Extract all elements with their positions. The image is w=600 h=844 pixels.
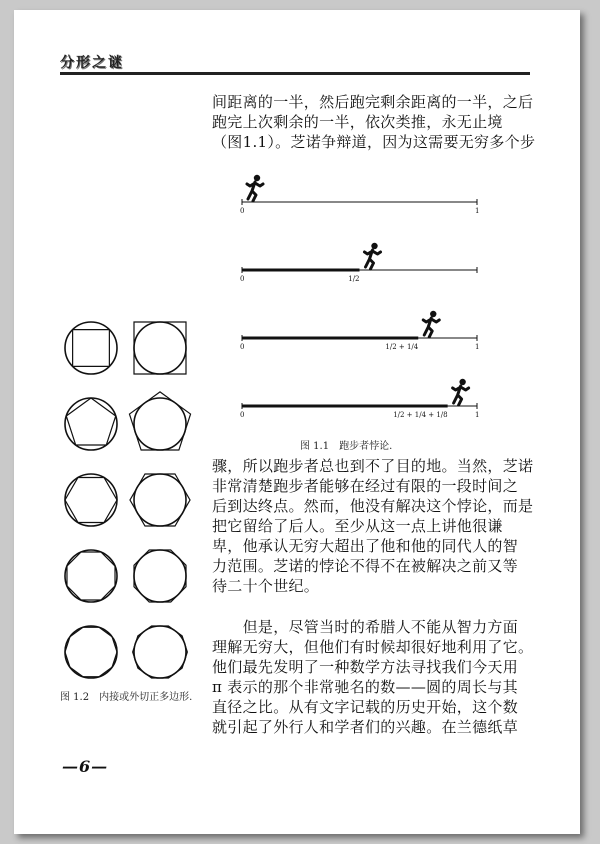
text-line: 力范围。芝诺的悖论不得不在被解决之前又等 — [212, 557, 519, 575]
circle-shape — [65, 474, 117, 526]
circumscribed-polygon-diagram — [134, 550, 186, 602]
runner-track — [240, 311, 479, 351]
running-person-icon — [453, 379, 469, 405]
polygon-shape — [65, 627, 117, 676]
page-number: —6— — [62, 757, 109, 776]
circumscribed-polygon-diagram — [134, 322, 186, 374]
text-line: 把它留给了后人。至少从这一点上讲他很谦 — [212, 517, 503, 535]
text-line: （图1.1）。芝诺争辩道，因为这需要无穷多个步 — [212, 133, 536, 151]
polygon-shape — [133, 626, 188, 678]
inscribed-polygon-diagram — [65, 550, 117, 602]
text-line: 他们最先发明了一种数学方法寻找我们今天用 — [212, 658, 519, 676]
paragraph-2 — [212, 456, 542, 596]
distance-label: 1/2 — [348, 275, 360, 283]
text-line: 直径之比。从有文字记载的历史开始，这个数 — [212, 698, 519, 716]
inscribed-polygon-diagram — [65, 398, 117, 450]
text-line: 非常清楚跑步者能够在经过有限的一段时间之 — [212, 477, 519, 495]
circle-shape — [65, 550, 117, 602]
runner-track — [240, 175, 479, 215]
circle-shape — [65, 626, 117, 678]
polygon-shape — [129, 392, 190, 450]
text-line: 卑，他承认无穷大超出了他和他的同代人的智 — [212, 537, 519, 555]
text-line: 但是，尽管当时的希腊人不能从智力方面 — [212, 618, 519, 636]
distance-label: 1/2 + 1/4 — [385, 343, 419, 351]
inscribed-polygon-diagram — [65, 474, 117, 526]
circle-shape — [134, 322, 186, 374]
circumscribed-polygon-diagram — [129, 392, 190, 450]
polygon-shape — [65, 477, 117, 522]
tick-label-end: 1 — [475, 207, 480, 215]
polygon-shape — [134, 550, 186, 602]
figure-1-2-caption: 图 1.2 内接或外切正多边形. — [60, 692, 193, 703]
inscribed-polygon-diagram — [65, 322, 117, 374]
text-line: 后到达终点。然而，他没有解决这个悖论，而是 — [212, 497, 534, 515]
text-line: 骤，所以跑步者总也到不了目的地。当然，芝诺 — [212, 457, 534, 475]
runner-track — [240, 243, 477, 283]
polygon-shape — [73, 330, 110, 367]
text-line: π 表示的那个非常驰名的数——圆的周长与其 — [212, 678, 518, 696]
distance-label: 1/2 + 1/4 + 1/8 — [393, 411, 448, 419]
paragraph-1 — [212, 92, 542, 152]
tick-label-start: 0 — [240, 207, 245, 215]
header-rule — [60, 72, 530, 75]
polygon-figure — [58, 318, 198, 688]
circumscribed-polygon-diagram — [130, 474, 190, 526]
tick-label-start: 0 — [240, 275, 245, 283]
tick-label-start: 0 — [240, 343, 245, 351]
text-line: 待二十个世纪。 — [212, 577, 320, 595]
runner-track — [240, 379, 479, 419]
running-person-icon — [247, 175, 263, 201]
tick-label-end: 1 — [475, 343, 480, 351]
inscribed-polygon-diagram — [65, 626, 117, 678]
running-header: 分形之谜 — [60, 55, 124, 71]
text-line: 就引起了外行人和学者们的兴趣。在兰德纸草 — [212, 718, 519, 736]
figure-1-1-caption: 图 1.1 跑步者悖论. — [300, 441, 393, 452]
text-line: 跑完上次剩余的一半，依次类推，永无止境 — [212, 113, 503, 131]
circle-shape — [134, 474, 186, 526]
paragraph-3 — [212, 617, 542, 737]
tick-label-start: 0 — [240, 411, 245, 419]
runner-paradox-figure — [232, 162, 492, 434]
text-line: 间距离的一半，然后跑完剩余距离的一半，之后 — [212, 93, 534, 111]
text-line: 理解无穷大，但他们有时候却很好地利用了它。 — [212, 638, 534, 656]
tick-label-end: 1 — [475, 411, 480, 419]
circle-shape — [65, 398, 117, 450]
running-person-icon — [365, 243, 381, 269]
polygon-shape — [67, 552, 115, 600]
polygon-shape — [130, 474, 190, 526]
circumscribed-polygon-diagram — [133, 626, 188, 678]
running-person-icon — [423, 311, 439, 337]
